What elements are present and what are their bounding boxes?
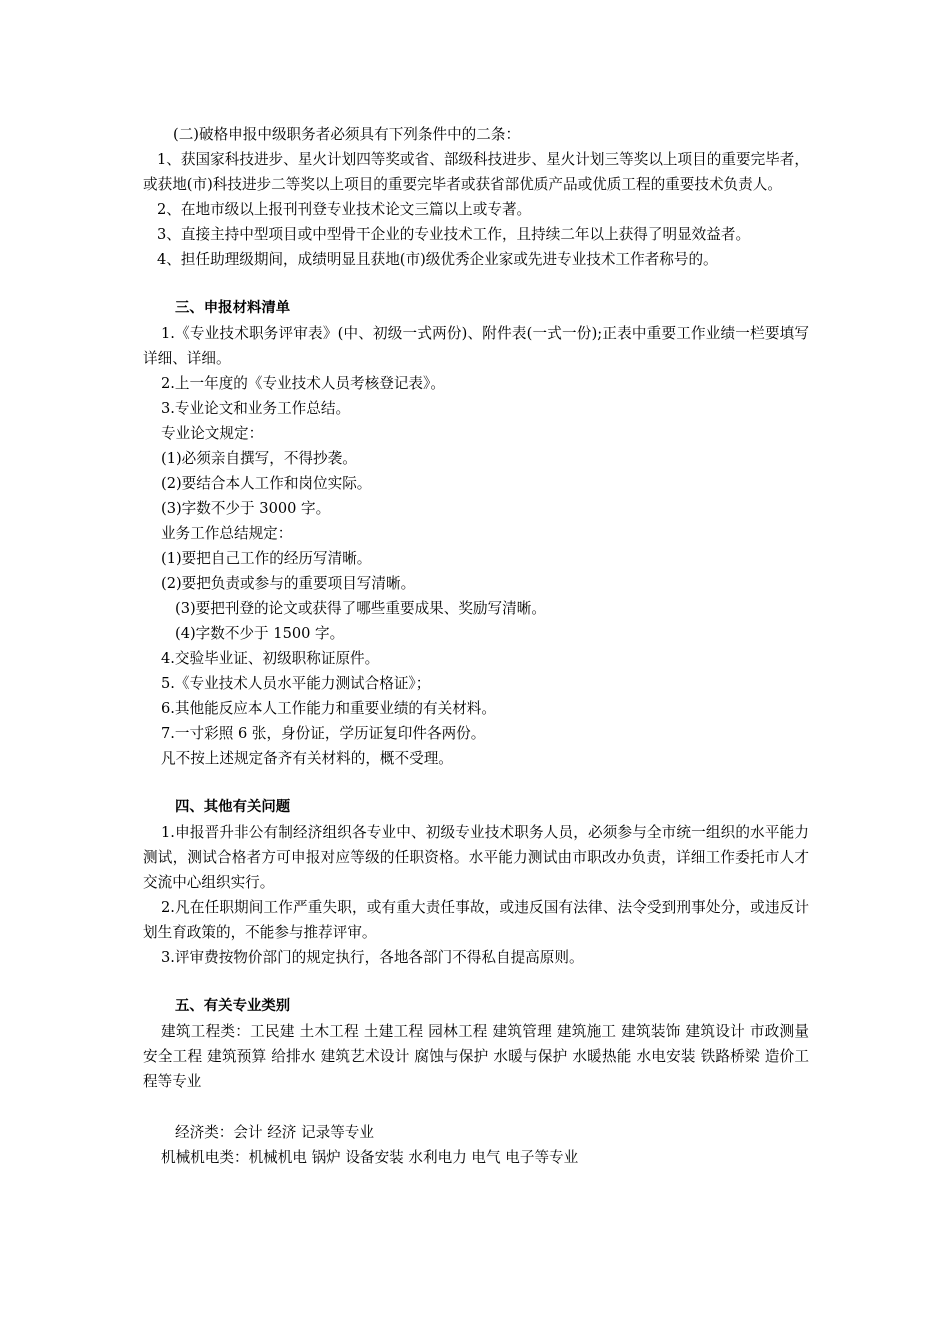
section3-item-4: 4.交验毕业证、初级职称证原件。 — [161, 650, 380, 667]
section4-item-1: 1.申报晋升非公有制经济组织各专业中、初级专业技术职务人员，必须参与全市统一组织的水平能力测试，测试合格者方可申报对应等级的任职资格。水平能力测试由市职改办负责，详细工作委托市人才交流中心组织实行。 — [143, 824, 809, 891]
section3-heading: 三、申报材料清单 — [175, 300, 291, 316]
section3-item-2: 2.上一年度的《专业技术人员考核登记表》。 — [161, 375, 445, 392]
document-page — [143, 122, 809, 1170]
summary-rule-4: (4)字数不少于 1500 字。 — [175, 625, 345, 642]
section2-item-4: 4、担任助理级期间，成绩明显且获地(市)级优秀企业家或先进专业技术工作者称号的。 — [157, 251, 718, 268]
summary-rule-3: (3)要把刊登的论文或获得了哪些重要成果、奖励写清晰。 — [175, 600, 546, 617]
spacer — [143, 1094, 809, 1120]
section2-item-2: 2、在地市级以上报刊刊登专业技术论文三篇以上或专著。 — [157, 201, 532, 218]
section3-item-1: 1.《专业技术职务评审表》(中、初级一式两份)、附件表(一式一份);正表中重要工作业绩一栏要填写详细、详细。 — [143, 325, 809, 367]
section3-item-7: 7.一寸彩照 6 张，身份证，学历证复印件各两份。 — [161, 725, 486, 742]
section2-intro: (二)破格申报中级职务者必须具有下列条件中的二条： — [173, 126, 521, 143]
section4-item-3: 3.评审费按物价部门的规定执行，各地各部门不得私自提高原则。 — [161, 949, 584, 966]
section5-heading: 五、有关专业类别 — [175, 998, 291, 1014]
summary-rules-title: 业务工作总结规定： — [161, 525, 293, 542]
section3-note: 凡不按上述规定备齐有关材料的，概不受理。 — [161, 750, 453, 767]
summary-rule-2: (2)要把负责或参与的重要项目写清晰。 — [161, 575, 416, 592]
spacer — [143, 970, 809, 994]
section4-heading: 四、其他有关问题 — [175, 799, 291, 815]
section3-item-6: 6.其他能反应本人工作能力和重要业绩的有关材料。 — [161, 700, 496, 717]
section3-item-3: 3.专业论文和业务工作总结。 — [161, 400, 351, 417]
thesis-rule-3: (3)字数不少于 3000 字。 — [161, 500, 331, 517]
section3-item-5: 5.《专业技术人员水平能力测试合格证》； — [161, 675, 431, 692]
category-mechanical: 机械机电类：机械机电 锅炉 设备安装 水利电力 电气 电子等专业 — [161, 1149, 579, 1166]
spacer — [143, 771, 809, 795]
section2-item-1: 1、获国家科技进步、星火计划四等奖或省、部级科技进步、星火计划三等奖以上项目的重要完毕者，或获地(市)科技进步二等奖以上项目的重要完毕者或获省部优质产品或优质工程的重要技术负责人。 — [143, 151, 809, 193]
thesis-rule-2: (2)要结合本人工作和岗位实际。 — [161, 475, 372, 492]
thesis-rule-1: (1)必须亲自撰写，不得抄袭。 — [161, 450, 357, 467]
summary-rule-1: (1)要把自己工作的经历写清晰。 — [161, 550, 372, 567]
section4-item-2: 2.凡在任职期间工作严重失职，或有重大责任事故，或违反国有法律、法令受到刑事处分，或违反计划生育政策的，不能参与推荐评审。 — [143, 899, 809, 941]
section2-item-3: 3、直接主持中型项目或中型骨干企业的专业技术工作，且持续二年以上获得了明显效益者。 — [157, 226, 751, 243]
spacer — [143, 272, 809, 296]
category-economics: 经济类：会计 经济 记录等专业 — [175, 1124, 374, 1141]
category-construction: 建筑工程类：工民建 土木工程 土建工程 园林工程 建筑管理 建筑施工 建筑装饰 建筑设计 市政测量 安全工程 建筑预算 给排水 建筑艺术设计 腐蚀与保护 水暖与保护 水暖热能 水电安装 铁路桥梁 造价工程等专业 — [143, 1023, 809, 1090]
thesis-rules-title: 专业论文规定： — [161, 425, 264, 442]
